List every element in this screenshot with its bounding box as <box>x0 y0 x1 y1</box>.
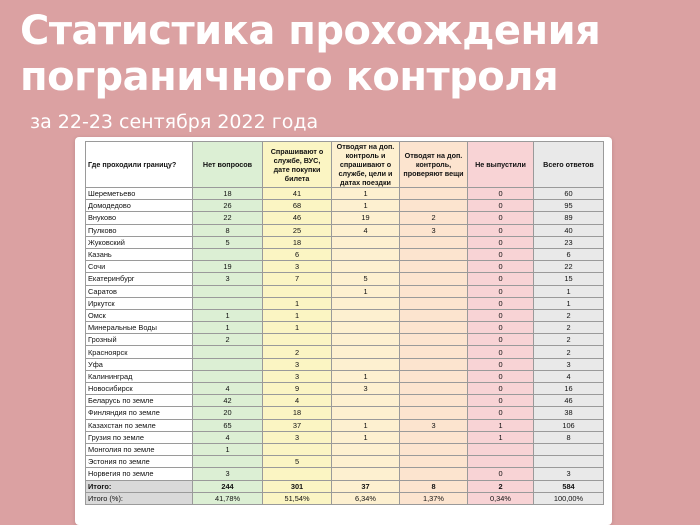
value-cell: 95 <box>534 200 604 212</box>
value-cell <box>332 407 400 419</box>
value-cell: 0 <box>468 285 534 297</box>
value-cell <box>193 297 263 309</box>
value-cell: 8 <box>193 224 263 236</box>
border-control-table <box>85 141 604 505</box>
location-cell: Итого (%): <box>86 492 193 504</box>
value-cell: 1 <box>193 322 263 334</box>
value-cell <box>400 358 468 370</box>
value-cell: 4 <box>193 431 263 443</box>
value-cell: 1 <box>263 309 332 321</box>
value-cell: 15 <box>534 273 604 285</box>
value-cell <box>400 395 468 407</box>
value-cell <box>534 443 604 455</box>
value-cell: 0 <box>468 200 534 212</box>
value-cell: 19 <box>193 261 263 273</box>
table-row <box>86 334 604 346</box>
value-cell: 5 <box>193 236 263 248</box>
value-cell: 3 <box>534 358 604 370</box>
value-cell <box>400 236 468 248</box>
value-cell: 0 <box>468 273 534 285</box>
value-cell: 42 <box>193 395 263 407</box>
value-cell <box>193 358 263 370</box>
value-cell: 0 <box>468 370 534 382</box>
value-cell: 25 <box>263 224 332 236</box>
value-cell <box>400 468 468 480</box>
value-cell <box>332 456 400 468</box>
value-cell: 2 <box>534 322 604 334</box>
value-cell: 7 <box>263 273 332 285</box>
value-cell: 23 <box>534 236 604 248</box>
table-row <box>86 188 604 200</box>
value-cell: 1 <box>332 285 400 297</box>
value-cell <box>332 395 400 407</box>
value-cell: 9 <box>263 383 332 395</box>
value-cell <box>332 248 400 260</box>
value-cell: 0 <box>468 468 534 480</box>
value-cell: 2 <box>534 346 604 358</box>
location-cell: Пулково <box>86 224 193 236</box>
page-subtitle: за 22-23 сентября 2022 года <box>30 111 319 133</box>
table-row <box>86 383 604 395</box>
value-cell: 1 <box>332 188 400 200</box>
location-cell: Казань <box>86 248 193 260</box>
value-cell: 60 <box>534 188 604 200</box>
value-cell: 6 <box>263 248 332 260</box>
value-cell: 19 <box>332 212 400 224</box>
table-row <box>86 212 604 224</box>
table-row <box>86 236 604 248</box>
value-cell <box>400 309 468 321</box>
value-cell: 100,00% <box>534 492 604 504</box>
table-row <box>86 395 604 407</box>
value-cell <box>400 322 468 334</box>
table-card <box>75 137 612 525</box>
value-cell: 0 <box>468 346 534 358</box>
value-cell: 3 <box>263 370 332 382</box>
value-cell: 1 <box>263 322 332 334</box>
table-row <box>86 248 604 260</box>
value-cell <box>263 334 332 346</box>
table-row <box>86 443 604 455</box>
location-cell: Омск <box>86 309 193 321</box>
table-row <box>86 431 604 443</box>
table-row <box>86 419 604 431</box>
value-cell: 0 <box>468 297 534 309</box>
value-cell <box>400 334 468 346</box>
value-cell: 26 <box>193 200 263 212</box>
value-cell: 3 <box>263 261 332 273</box>
value-cell: 3 <box>400 224 468 236</box>
location-cell: Эстония по земле <box>86 456 193 468</box>
location-cell: Минеральные Воды <box>86 322 193 334</box>
value-cell <box>400 248 468 260</box>
value-cell: 22 <box>534 261 604 273</box>
header-cell: Отводят на доп. контроль и спрашивают о службе, цели и датах поездки <box>332 142 400 188</box>
value-cell: 2 <box>534 334 604 346</box>
table-row <box>86 407 604 419</box>
location-cell: Жуковский <box>86 236 193 248</box>
value-cell <box>332 346 400 358</box>
value-cell: 18 <box>263 407 332 419</box>
value-cell: 2 <box>400 212 468 224</box>
value-cell: 0 <box>468 358 534 370</box>
location-cell: Грозный <box>86 334 193 346</box>
value-cell <box>400 200 468 212</box>
value-cell <box>400 285 468 297</box>
value-cell: 0 <box>468 395 534 407</box>
value-cell: 244 <box>193 480 263 492</box>
value-cell: 22 <box>193 212 263 224</box>
value-cell: 2 <box>468 480 534 492</box>
value-cell: 1 <box>468 431 534 443</box>
value-cell: 0,34% <box>468 492 534 504</box>
table-row <box>86 224 604 236</box>
value-cell: 4 <box>534 370 604 382</box>
table-row <box>86 358 604 370</box>
value-cell <box>400 407 468 419</box>
location-cell: Казахстан по земле <box>86 419 193 431</box>
location-cell: Шереметьево <box>86 188 193 200</box>
value-cell: 1 <box>263 297 332 309</box>
location-cell: Итого: <box>86 480 193 492</box>
location-cell: Иркутск <box>86 297 193 309</box>
value-cell: 0 <box>468 383 534 395</box>
value-cell: 8 <box>400 480 468 492</box>
value-cell <box>263 443 332 455</box>
value-cell: 37 <box>332 480 400 492</box>
page-title <box>20 8 600 100</box>
value-cell <box>400 273 468 285</box>
table-row <box>86 297 604 309</box>
table-header-row <box>86 142 604 188</box>
value-cell: 2 <box>263 346 332 358</box>
value-cell: 0 <box>468 334 534 346</box>
value-cell: 3 <box>193 468 263 480</box>
value-cell: 0 <box>468 322 534 334</box>
header-cell: Не выпустили <box>468 142 534 188</box>
table-row <box>86 468 604 480</box>
header-cell: Нет вопросов <box>193 142 263 188</box>
location-cell: Уфа <box>86 358 193 370</box>
value-cell: 3 <box>263 358 332 370</box>
location-cell: Сочи <box>86 261 193 273</box>
location-cell: Екатеринбург <box>86 273 193 285</box>
value-cell: 18 <box>193 188 263 200</box>
total-row <box>86 480 604 492</box>
value-cell <box>468 456 534 468</box>
value-cell: 3 <box>534 468 604 480</box>
value-cell <box>400 383 468 395</box>
value-cell: 1 <box>332 419 400 431</box>
value-cell: 3 <box>263 431 332 443</box>
location-cell: Монголия по земле <box>86 443 193 455</box>
value-cell: 584 <box>534 480 604 492</box>
value-cell <box>332 236 400 248</box>
value-cell <box>332 309 400 321</box>
value-cell: 0 <box>468 309 534 321</box>
value-cell <box>193 346 263 358</box>
location-cell: Красноярск <box>86 346 193 358</box>
table-body <box>86 188 604 505</box>
value-cell: 1,37% <box>400 492 468 504</box>
value-cell: 1 <box>193 443 263 455</box>
value-cell <box>263 285 332 297</box>
value-cell: 46 <box>534 395 604 407</box>
value-cell: 16 <box>534 383 604 395</box>
value-cell: 37 <box>263 419 332 431</box>
table-row <box>86 456 604 468</box>
value-cell: 1 <box>332 200 400 212</box>
value-cell: 41 <box>263 188 332 200</box>
value-cell: 20 <box>193 407 263 419</box>
location-cell: Калининград <box>86 370 193 382</box>
value-cell: 6,34% <box>332 492 400 504</box>
value-cell: 1 <box>534 285 604 297</box>
table-row <box>86 261 604 273</box>
table-row <box>86 285 604 297</box>
location-cell: Финляндия по земле <box>86 407 193 419</box>
value-cell: 89 <box>534 212 604 224</box>
value-cell <box>193 285 263 297</box>
value-cell: 68 <box>263 200 332 212</box>
value-cell: 4 <box>332 224 400 236</box>
value-cell: 38 <box>534 407 604 419</box>
value-cell: 5 <box>263 456 332 468</box>
value-cell: 1 <box>468 419 534 431</box>
value-cell <box>332 358 400 370</box>
value-cell <box>332 322 400 334</box>
value-cell: 5 <box>332 273 400 285</box>
value-cell: 0 <box>468 236 534 248</box>
value-cell <box>400 297 468 309</box>
value-cell: 0 <box>468 248 534 260</box>
table-row <box>86 273 604 285</box>
value-cell <box>400 370 468 382</box>
value-cell <box>193 248 263 260</box>
value-cell <box>400 456 468 468</box>
location-cell: Новосибирск <box>86 383 193 395</box>
value-cell: 8 <box>534 431 604 443</box>
value-cell <box>332 468 400 480</box>
header-cell: Всего ответов <box>534 142 604 188</box>
value-cell: 1 <box>332 370 400 382</box>
value-cell <box>468 443 534 455</box>
value-cell <box>400 188 468 200</box>
location-cell: Грузия по земле <box>86 431 193 443</box>
header-cell: Спрашивают о службе, ВУС, дате покупки билета <box>263 142 332 188</box>
value-cell: 40 <box>534 224 604 236</box>
value-cell: 4 <box>193 383 263 395</box>
value-cell: 46 <box>263 212 332 224</box>
value-cell: 41,78% <box>193 492 263 504</box>
location-cell: Внуково <box>86 212 193 224</box>
value-cell <box>193 456 263 468</box>
value-cell <box>332 261 400 273</box>
value-cell: 2 <box>193 334 263 346</box>
location-cell: Норвегия по земле <box>86 468 193 480</box>
value-cell <box>400 443 468 455</box>
table-row <box>86 200 604 212</box>
value-cell: 3 <box>193 273 263 285</box>
percent-row <box>86 492 604 504</box>
value-cell: 0 <box>468 261 534 273</box>
value-cell: 3 <box>400 419 468 431</box>
value-cell: 0 <box>468 212 534 224</box>
table-row <box>86 309 604 321</box>
table-row <box>86 346 604 358</box>
value-cell <box>400 431 468 443</box>
value-cell: 0 <box>468 188 534 200</box>
value-cell: 3 <box>332 383 400 395</box>
location-cell: Беларусь по земле <box>86 395 193 407</box>
value-cell: 2 <box>534 309 604 321</box>
value-cell: 65 <box>193 419 263 431</box>
value-cell: 51,54% <box>263 492 332 504</box>
value-cell: 0 <box>468 407 534 419</box>
value-cell: 1 <box>193 309 263 321</box>
value-cell: 4 <box>263 395 332 407</box>
value-cell: 106 <box>534 419 604 431</box>
page-title-line-2: пограничного контроля <box>20 54 559 100</box>
value-cell: 301 <box>263 480 332 492</box>
table-row <box>86 370 604 382</box>
value-cell <box>332 334 400 346</box>
location-cell: Саратов <box>86 285 193 297</box>
location-cell: Домодедово <box>86 200 193 212</box>
header-cell: Отводят на доп. контроль, проверяют вещи <box>400 142 468 188</box>
value-cell: 6 <box>534 248 604 260</box>
value-cell <box>400 346 468 358</box>
page-title-line-1: Статистика прохождения <box>20 8 601 54</box>
value-cell: 0 <box>468 224 534 236</box>
value-cell: 1 <box>534 297 604 309</box>
value-cell <box>534 456 604 468</box>
value-cell <box>400 261 468 273</box>
table-row <box>86 322 604 334</box>
value-cell <box>193 370 263 382</box>
value-cell: 1 <box>332 431 400 443</box>
value-cell <box>332 443 400 455</box>
header-cell: Где проходили границу? <box>86 142 193 188</box>
value-cell <box>263 468 332 480</box>
value-cell: 18 <box>263 236 332 248</box>
value-cell <box>332 297 400 309</box>
